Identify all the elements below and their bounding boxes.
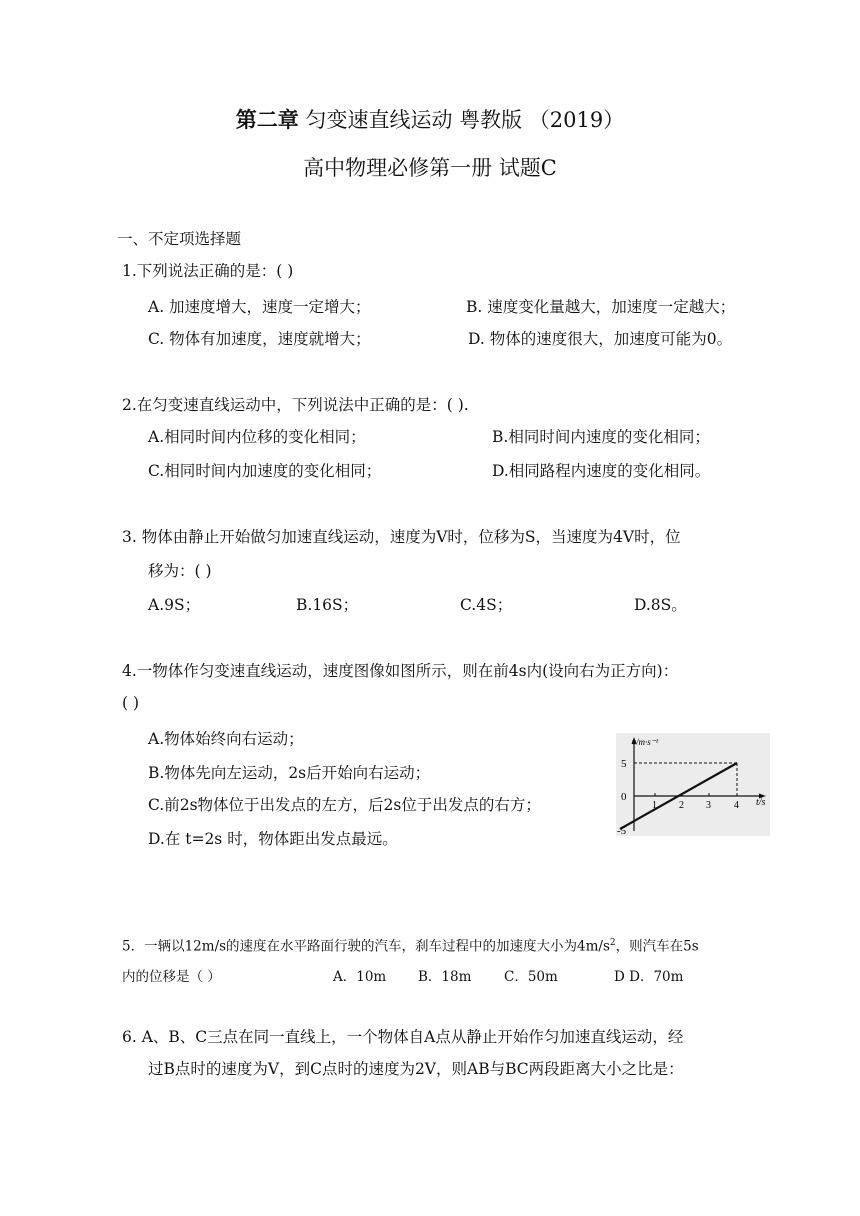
q3-option-a: A.9S；	[148, 596, 201, 614]
x-tick-label-2: 2	[679, 800, 684, 811]
q4-stem-line-2: ( )	[122, 694, 140, 712]
y-axis-label: v/m·s⁻¹	[632, 737, 659, 747]
q3-option-b: B.16S；	[296, 596, 359, 614]
x-tick-label-4: 4	[734, 800, 739, 811]
title-text: 匀变速直线运动 粤教版 （2019）	[298, 108, 625, 132]
q5-option-c: C．50m	[504, 969, 558, 985]
q1-option-d: D. 物体的速度很大，加速度可能为0。	[468, 330, 733, 348]
q4-option-c: C.前2s物体位于出发点的左方，后2s位于出发点的右方；	[148, 796, 541, 814]
x-tick-label-3: 3	[706, 800, 711, 811]
q1-option-b: B. 速度变化量越大，加速度一定越大；	[466, 298, 736, 316]
q3-option-d: D.8S。	[634, 596, 687, 614]
document-title	[0, 104, 860, 134]
q5-text-post: ，则汽车在5s	[615, 938, 699, 955]
q1-stem: 1.下列说法正确的是：( )	[122, 262, 294, 280]
x-tick-label-1: 1	[652, 800, 657, 811]
q2-option-c: C.相同时间内加速度的变化相同；	[148, 462, 382, 480]
q1-option-c: C. 物体有加速度，速度就增大；	[148, 330, 371, 348]
q4-option-d: D.在 t=2s 时，物体距出发点最远。	[148, 830, 398, 848]
x-axis-label: t/s	[756, 797, 766, 808]
velocity-time-graph	[616, 733, 770, 836]
y-tick-label-0: 0	[621, 791, 627, 803]
q5-stem-line-2: 内的位移是（ ）	[122, 969, 221, 985]
q6-stem-line-1: 6. A、B、C三点在同一直线上，一个物体自A点从静止开始作匀加速直线运动，经	[122, 1028, 684, 1046]
q4-stem-line-1: 4.一物体作匀变速直线运动，速度图像如图所示，则在前4s内(设向右为正方向)：	[122, 662, 679, 680]
q2-stem: 2.在匀变速直线运动中，下列说法中正确的是：( ).	[122, 396, 469, 414]
q5-stem-line-1	[122, 933, 699, 957]
q4-option-a: A.物体始终向右运动；	[148, 730, 304, 748]
q2-option-a: A.相同时间内位移的变化相同；	[148, 428, 366, 446]
q5-superscript: 2	[609, 938, 616, 948]
document-subtitle: 高中物理必修第一册 试题C	[303, 156, 557, 180]
q3-stem-line-1: 3. 物体由静止开始做匀加速直线运动，速度为V时，位移为S，当速度为4V时，位	[122, 528, 681, 546]
q2-option-b: B.相同时间内速度的变化相同；	[492, 428, 710, 446]
q5-text-pre: 5．一辆以12m/s的速度在水平路面行驶的汽车，刹车过程中的加速度大小为4m/s	[122, 938, 610, 955]
y-tick-label-5: 5	[621, 758, 627, 770]
q3-stem-line-2: 移为：( )	[148, 562, 212, 580]
q5-option-d: D D．70m	[614, 969, 684, 985]
q4-option-b: B.物体先向左运动，2s后开始向右运动；	[148, 764, 431, 782]
section-heading: 一、不定项选择题	[117, 230, 242, 248]
q5-option-a: A．10m	[333, 969, 387, 985]
q2-option-d: D.相同路程内速度的变化相同。	[492, 462, 711, 480]
chapter-label: 第二章	[235, 107, 299, 132]
y-tick-label-neg5: -5	[617, 825, 627, 836]
q5-option-b: B．18m	[418, 969, 472, 985]
q1-option-a: A. 加速度增大，速度一定增大；	[148, 298, 371, 316]
q3-option-c: C.4S；	[460, 596, 513, 614]
q6-stem-line-2: 过B点时的速度为V，到C点时的速度为2V，则AB与BC两段距离大小之比是：	[148, 1060, 684, 1078]
